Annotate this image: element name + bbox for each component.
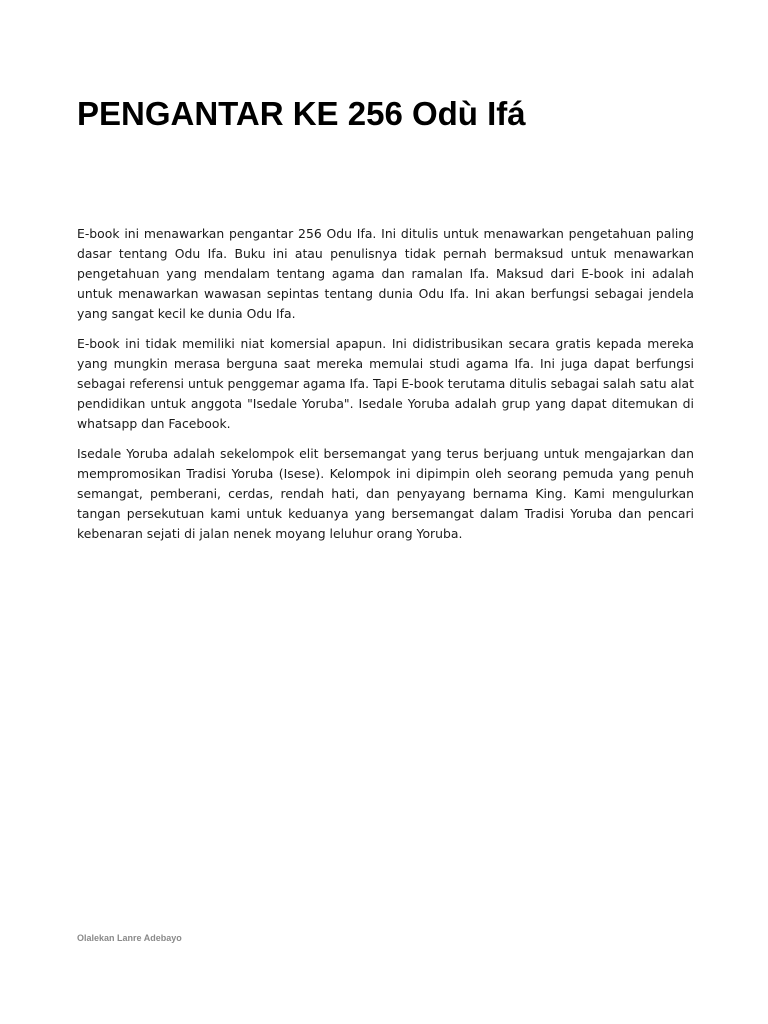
body-text xyxy=(77,224,694,554)
paragraph-1: E-book ini menawarkan pengantar 256 Odu Ifa. Ini ditulis untuk menawarkan pengetahuan paling dasar tentang Odu Ifa. Buku ini atau penulisnya tidak pernah bermaksud untuk menawarkan pengetahuan yang mendalam tentang agama dan ramalan Ifa. Maksud dari E-book ini adalah untuk menawarkan wawasan sepintas tentang dunia Odu Ifa. Ini akan berfungsi sebagai jendela yang sangat kecil ke dunia Odu Ifa. xyxy=(77,226,694,321)
paragraph-2: E-book ini tidak memiliki niat komersial apapun. Ini didistribusikan secara gratis kepada mereka yang mungkin merasa berguna saat mereka memulai studi agama Ifa. Ini juga dapat berfungsi sebagai referensi untuk penggemar agama Ifa. Tapi E-book terutama ditulis sebagai salah satu alat pendidikan untuk anggota "Isedale Yoruba". Isedale Yoruba adalah grup yang dapat ditemukan di whatsapp dan Facebook. xyxy=(77,336,695,431)
page-title: PENGANTAR KE 256 Odù Ifá xyxy=(77,95,526,132)
footer-author: Olalekan Lanre Adebayo xyxy=(77,933,182,943)
paragraph-3: Isedale Yoruba adalah sekelompok elit bersemangat yang terus berjuang untuk mengajarkan dan mempromosikan Tradisi Yoruba (Isese). Kelompok ini dipimpin oleh seorang pemuda yang penuh semangat, pemberani, cerdas, rendah hati, dan penyayang bernama King. Kami mengulurkan tangan persekutuan kami untuk keduanya yang bersemangat dalam Tradisi Yoruba dan pencari kebenaran sejati di jalan nenek moyang leluhur orang Yoruba. xyxy=(77,446,694,541)
